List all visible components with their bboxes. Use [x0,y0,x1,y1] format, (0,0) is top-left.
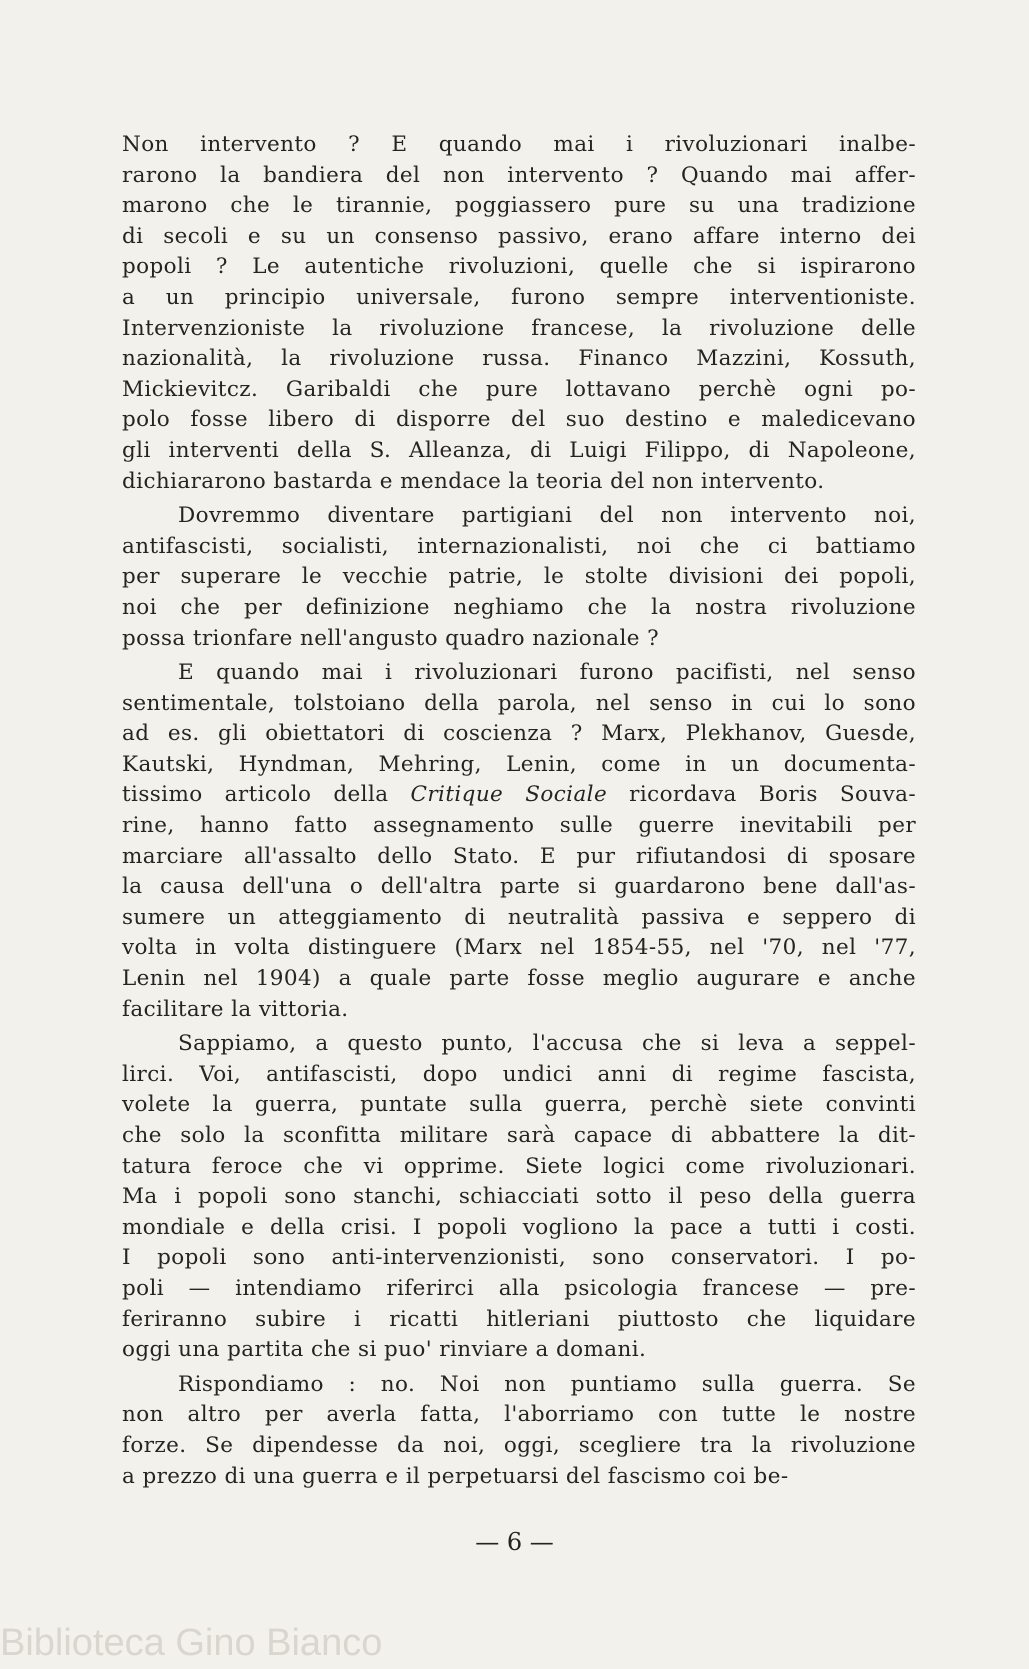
text-line: sumere un atteggiamento di neutralità passiva e seppero di [122,904,916,930]
text-line: polo fosse libero di disporre del suo destino e maledicevano [122,407,916,433]
watermark: Biblioteca Gino Bianco [0,1622,383,1664]
paragraph-4 [122,1029,916,1366]
text-line: possa trionfare nell'angusto quadro nazionale ? [122,625,660,651]
text-line: per superare le vecchie patrie, le stolte divisioni dei popoli, [122,564,916,590]
text-line: rine, hanno fatto assegnamento sulle guerre inevitabili per [122,813,916,839]
text-line: poli — intendiamo riferirci alla psicologia francese — pre- [122,1275,916,1301]
text-line: forze. Se dipendesse da noi, oggi, scegliere tra la rivoluzione [122,1432,916,1458]
text-line: che solo la sconfitta militare sarà capace di abbattere la dit- [122,1123,916,1148]
text-line: oggi una partita che si puo' rinviare a domani. [122,1337,647,1363]
paragraph-1 [122,130,916,497]
text-line: volta in volta distinguere (Marx nel 1854-55, nel '70, nel '77, [122,935,916,961]
text-line: mondiale e della crisi. I popoli vogliono la pace a tutti i costi. [122,1214,916,1240]
paragraph-2 [122,501,916,654]
text-line: Rispondiamo : no. Noi non puntiamo sulla guerra. Se [178,1371,916,1397]
text-line: Ma i popoli sono stanchi, schiacciati sotto il peso della guerra [122,1184,916,1210]
paragraph-3 [122,658,916,1025]
text-line: noi che per definizione neghiamo che la nostra rivoluzione [122,594,916,620]
text-line: popoli ? Le autentiche rivoluzioni, quelle che si ispirarono [122,254,916,280]
text-line: Kautski, Hyndman, Mehring, Lenin, come in un documenta- [122,751,916,777]
text-line: E quando mai i rivoluzionari furono pacifisti, nel senso [178,660,916,686]
text-line: gli interventi della S. Alleanza, di Luigi Filippo, di Napoleone, [122,437,916,463]
text-line: non altro per averla fatta, l'aborriamo con tutte le nostre [122,1402,916,1428]
text-line: sentimentale, tolstoiano della parola, nel senso in cui lo sono [122,690,916,716]
text-line: a prezzo di una guerra e il perpetuarsi del fascismo coi be- [122,1463,789,1489]
text-line: antifascisti, socialisti, internazionalisti, noi che ci battiamo [122,533,916,559]
text-line: Dovremmo diventare partigiani del non intervento noi, [178,503,916,529]
page-number: — 6 — [475,1528,554,1556]
text-line: a un principio universale, furono sempre interventioniste. [122,284,916,310]
text-line: nazionalità, la rivoluzione russa. Financo Mazzini, Kossuth, [122,346,916,372]
text-line: ad es. gli obiettatori di coscienza ? Marx, Plekhanov, Guesde, [122,721,916,747]
text-line: dichiararono bastarda e mendace la teoria del non intervento. [122,468,825,494]
text-line: la causa dell'una o dell'altra parte si guardarono bene dall'as- [122,874,916,900]
text-line: Non intervento ? E quando mai i rivoluzionari inalbe- [122,132,916,157]
journal-title: Critique Sociale [410,782,608,808]
text-line: feriranno subire i ricatti hitleriani piuttosto che liquidare [122,1306,916,1332]
text-line: marciare all'assalto dello Stato. E pur rifiutandosi di sposare [122,843,916,869]
text-line: rarono la bandiera del non intervento ? Quando mai affer- [122,162,916,188]
text-line: Intervenzioniste la rivoluzione francese, la rivoluzione delle [122,315,916,341]
text-line: I popoli sono anti-intervenzionisti, sono conservatori. I po- [122,1245,916,1271]
text-line: tissimo articolo della Critique Sociale ricordava Boris Souva- [122,782,916,808]
text-line: di secoli e su un consenso passivo, erano affare interno dei [122,223,916,249]
text-line: facilitare la vittoria. [122,996,349,1022]
paragraph-5 [122,1370,916,1492]
text-line: Lenin nel 1904) a quale parte fosse meglio augurare e anche [122,966,916,992]
body-text [122,130,916,1496]
text-line: volete la guerra, puntate sulla guerra, perchè siete convinti [122,1092,916,1118]
text-line: Mickievitcz. Garibaldi che pure lottavano perchè ogni po- [122,376,916,402]
text-line: lirci. Voi, antifascisti, dopo undici anni di regime fascista, [122,1061,916,1087]
text-line: tatura feroce che vi opprime. Siete logici come rivoluzionari. [122,1153,916,1179]
text-line: Sappiamo, a questo punto, l'accusa che si leva a seppel- [178,1031,916,1057]
text-line: marono che le tirannie, poggiassero pure su una tradizione [122,193,916,219]
